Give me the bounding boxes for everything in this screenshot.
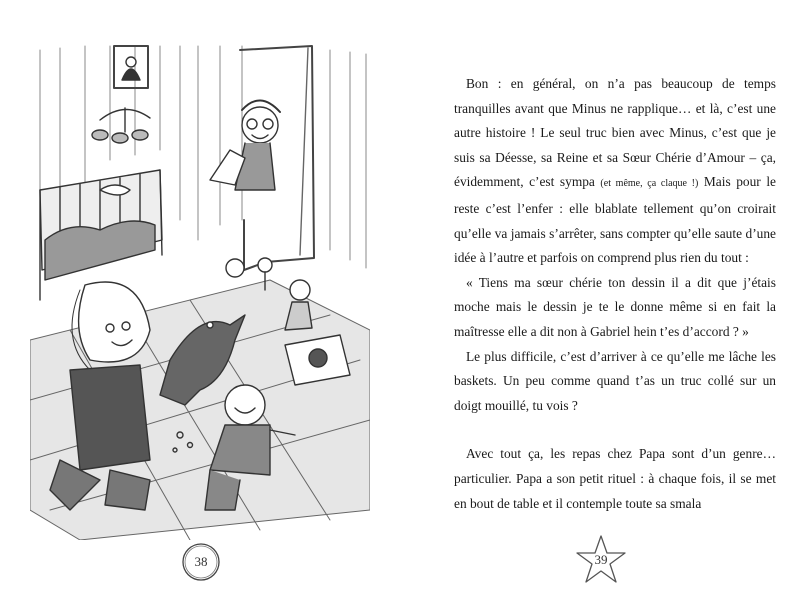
page-number-text: 38 [194, 554, 208, 569]
page-number-text: 39 [594, 552, 608, 567]
paragraph-1: Bon : en général, on n’a pas beaucoup de temps tranquilles avant que Minus ne rapplique… et là, c’est une autre histoire ! Le seul truc bien avec Minus, c’est que je suis sa Déesse, sa Reine et sa Sœur Chérie d’Amour – ça, évidemment, c’est sympa (et même, ça claque !) Mais pour le reste c’est l’enfer : elle blablate tellement qu’on croirait qu’elle va jamais s’arrêter, sans compter qu’elle saute d’une idée à l’autre et parfois on comprend plus rien du tout : [454, 76, 776, 266]
ball-toy [226, 259, 244, 277]
paragraph-3: Le plus difficile, c’est d’arriver à ce qu’elle me lâche les baskets. Un peu comme quand t’as un truc collé sur un doigt mouillé, tu vois ? [454, 348, 776, 413]
page-number-left [173, 534, 229, 590]
paragraph-2: « Tiens ma sœur chérie ton dessin il a dit que j’étais moche mais le dessin je te le donne même si en fait la maîtresse elle a dit non à Gabriel hein t’es d’accord ? » [454, 274, 776, 339]
lollipop-toy [258, 258, 272, 272]
paragraph-4: Avec tout ça, les repas chez Papa sont d’un genre… particulier. Papa a son petit rituel : à chaque fois, il se met en bout de table et il contemple toute sa smala [454, 446, 776, 511]
page-number-right [573, 532, 629, 588]
crib [40, 170, 162, 300]
mobile [92, 108, 150, 143]
right-page [400, 0, 800, 600]
body-text [454, 72, 776, 516]
bedroom-scene-illustration [30, 40, 370, 540]
